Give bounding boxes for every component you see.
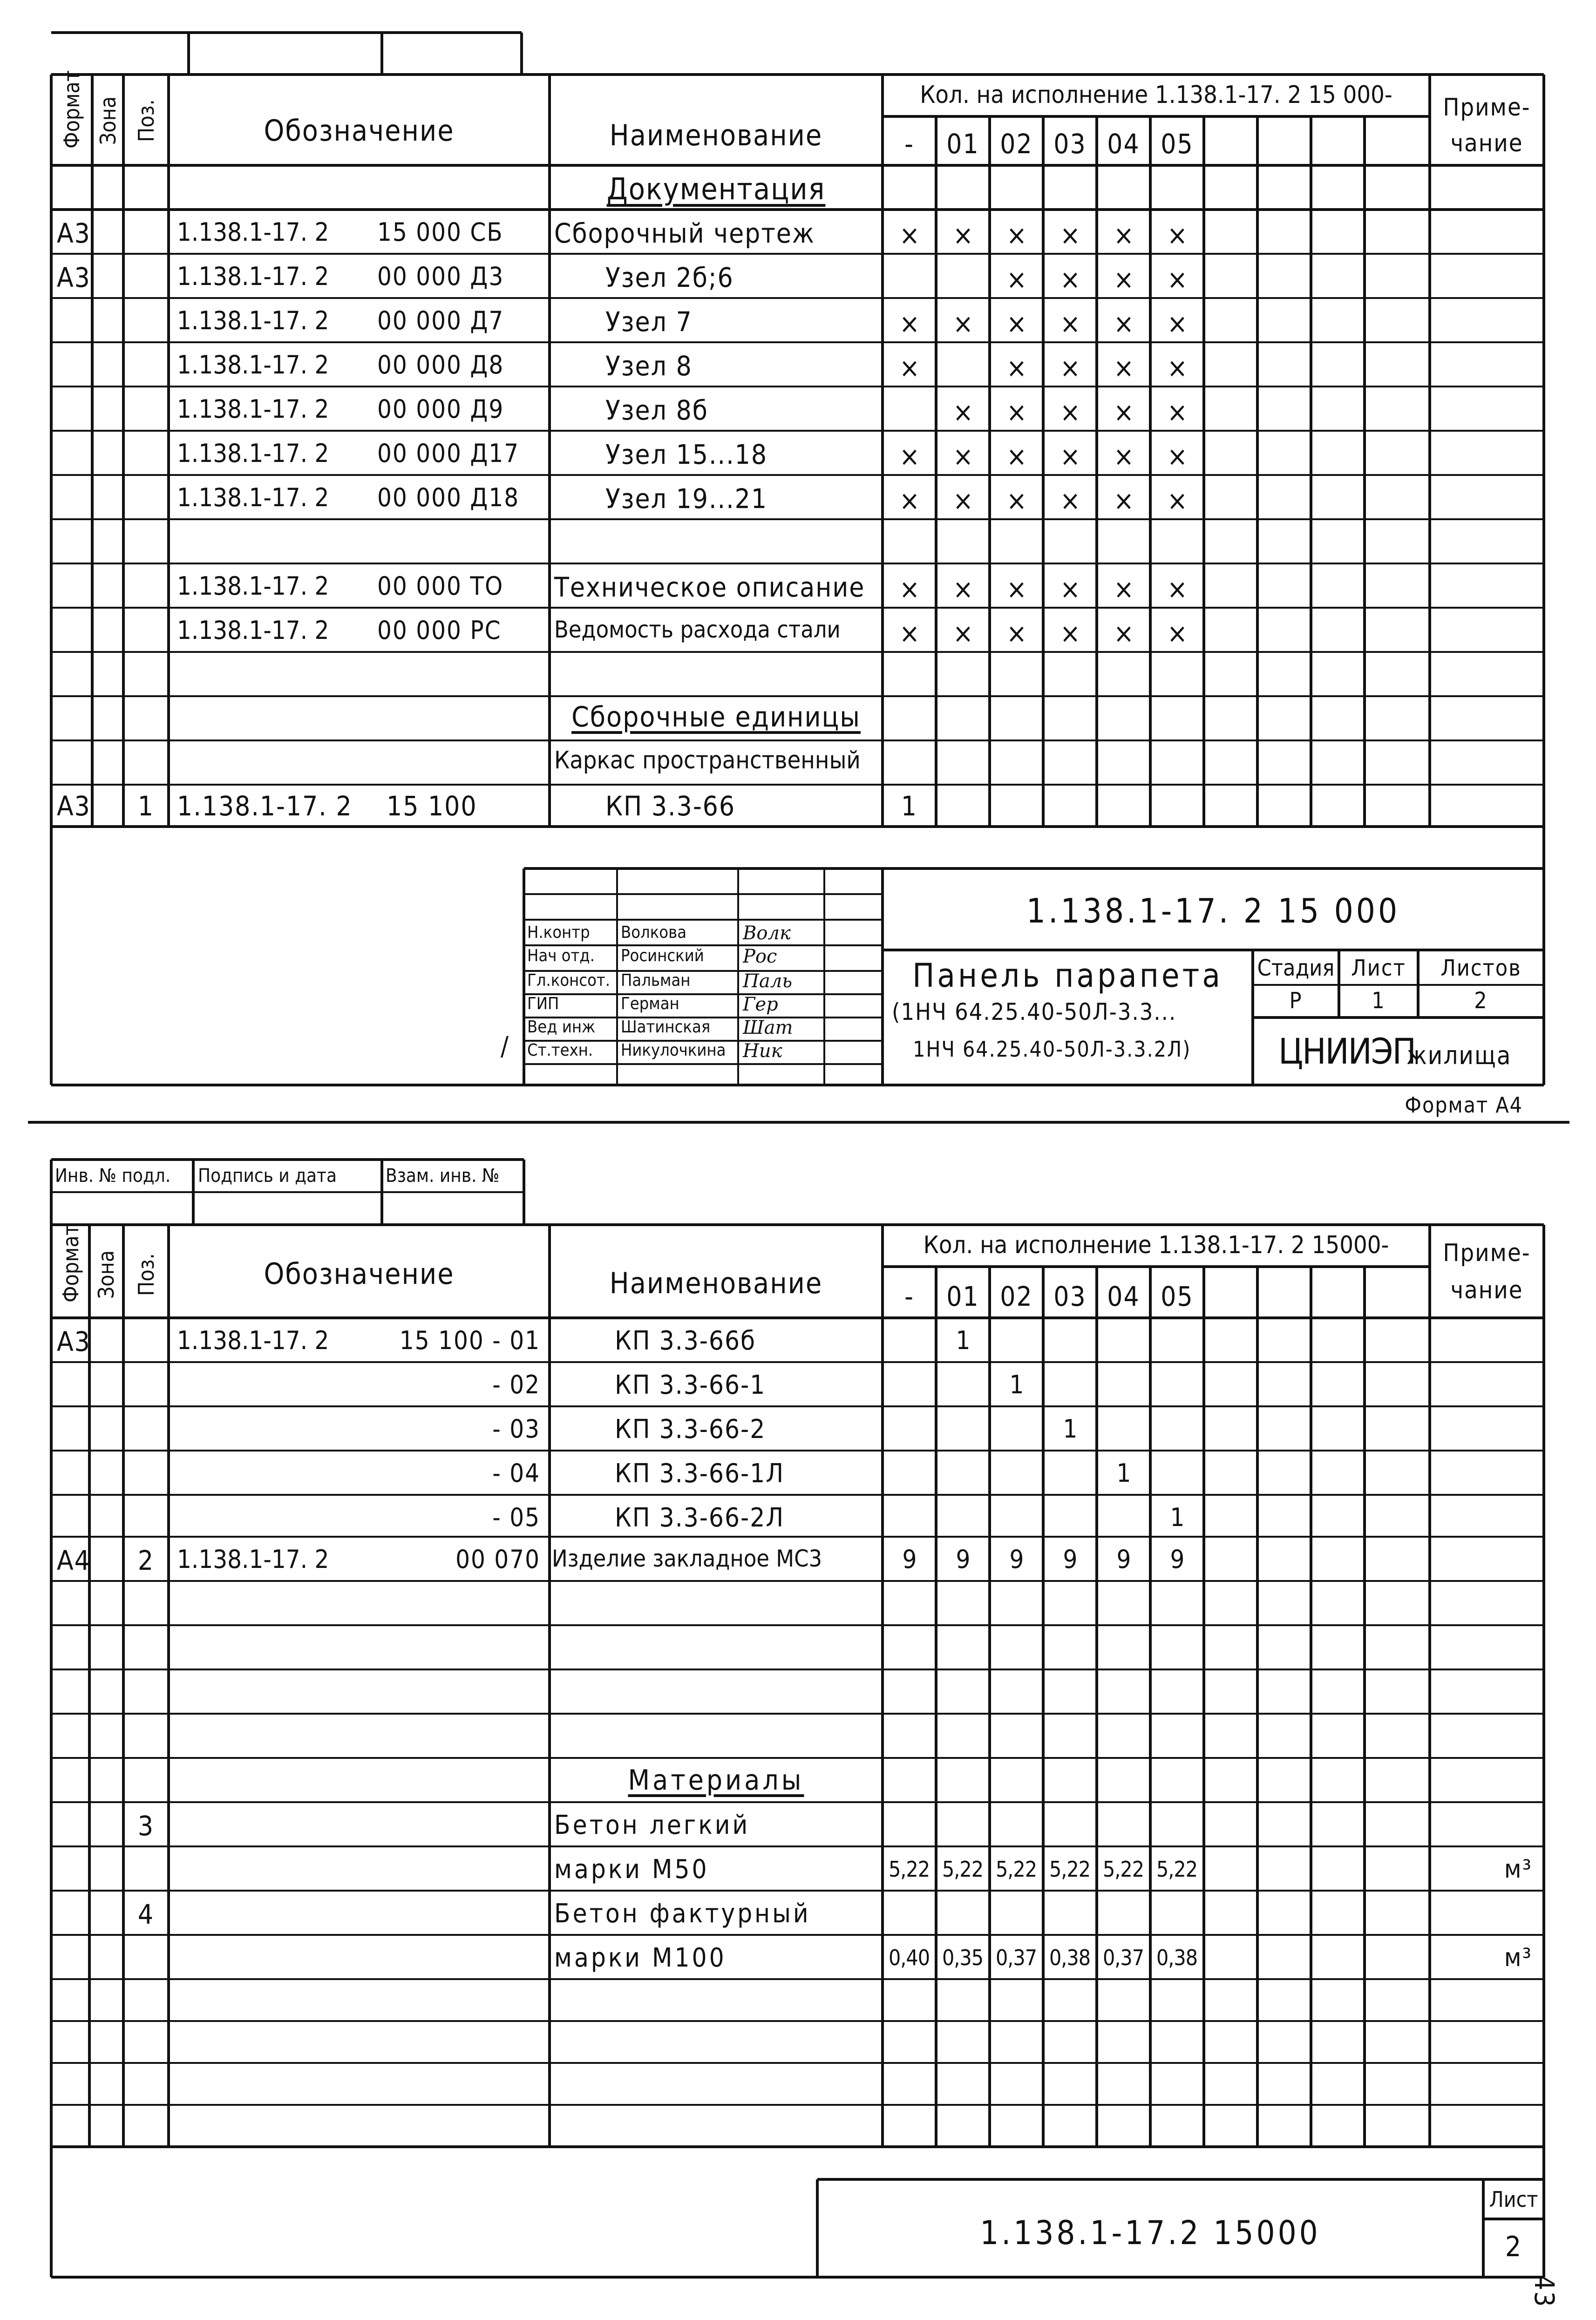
quantity-value: 1 [1009, 1370, 1024, 1399]
applicability-mark: × [1114, 441, 1134, 472]
signature: Рос [743, 946, 777, 967]
signer-role: Н.контр [527, 923, 590, 942]
material-pos: 4 [137, 1899, 155, 1930]
material-unit: м³ [1504, 1943, 1532, 1972]
material-pos: 3 [137, 1810, 155, 1842]
header-name: Наименование [609, 1266, 823, 1300]
applicability-mark: × [1060, 219, 1080, 251]
applicability-mark: × [1114, 219, 1134, 251]
material-qty: 5,22 [942, 1857, 984, 1882]
signer-name: Шатинская [621, 1018, 711, 1037]
section-materials: Материалы [628, 1764, 804, 1797]
row-code: 1.138.1-17. 2 [177, 217, 329, 247]
material-name: марки М50 [554, 1854, 709, 1885]
material-name: Бетон легкий [554, 1810, 750, 1840]
applicability-mark: × [1114, 396, 1134, 428]
row-name: КП 3.3-66-2Л [615, 1503, 785, 1533]
doc-number-bottom: 1.138.1-17.2 15000 [980, 2214, 1321, 2252]
doc-subtitle-2: 1НЧ 64.25.40-50Л-3.3.2Л) [913, 1037, 1191, 1062]
doc-subtitle-1: (1НЧ 64.25.40-50Л-3.3... [892, 998, 1177, 1025]
applicability-mark: × [899, 352, 920, 384]
applicability-mark: × [1006, 396, 1027, 428]
applicability-mark: × [1006, 617, 1027, 649]
header-designation: Обозначение [264, 1257, 455, 1291]
stamp-inv: Инв. № подл. [55, 1165, 171, 1187]
signature: Шат [743, 1017, 793, 1038]
header-qty: Кол. на исполнение 1.138.1-17. 2 15 000- [920, 81, 1392, 109]
sheets-value: 2 [1474, 988, 1488, 1014]
section-documentation: Документация [606, 172, 826, 207]
signer-role: Ст.техн. [527, 1041, 593, 1060]
applicability-mark: × [899, 573, 920, 605]
header-zone: Зона [95, 96, 121, 145]
row-name: Узел 7 [605, 306, 693, 338]
row-num: - 03 [492, 1414, 540, 1444]
row-num: 15 000 СБ [377, 217, 503, 247]
applicability-mark: × [1060, 441, 1080, 472]
row-name: КП 3.3-66-1 [615, 1370, 766, 1400]
applicability-mark: × [899, 219, 920, 251]
sheet-label-bottom: Лист [1489, 2187, 1538, 2212]
applicability-mark: × [1114, 352, 1134, 384]
applicability-mark: × [953, 485, 973, 516]
page-number: 43 [1528, 2275, 1560, 2308]
header-name: Наименование [609, 118, 823, 152]
applicability-mark: × [1167, 264, 1188, 295]
material-qty: 5,22 [1049, 1857, 1091, 1882]
row-name: КП 3.3-66б [615, 1326, 756, 1356]
row-num: 00 000 Д18 [377, 483, 520, 512]
row-name: Техническое описание [554, 571, 865, 603]
row-name: КП 3.3-66-2 [615, 1414, 766, 1445]
header-note-1: Приме- [1443, 94, 1531, 122]
quantity-value: 1 [1063, 1414, 1078, 1444]
sheet-number-bottom: 2 [1505, 2231, 1522, 2263]
row-num: 00 000 Д17 [377, 439, 520, 468]
format-note: Формат А4 [1405, 1092, 1523, 1118]
material-qty: 5,22 [1156, 1857, 1198, 1882]
row-format: А3 [57, 262, 91, 293]
quantity-value: 9 [1170, 1545, 1185, 1574]
signature: Паль [743, 970, 792, 992]
applicability-mark: × [953, 308, 973, 339]
variant-header: 05 [1161, 128, 1194, 160]
header-pos: Поз. [134, 1253, 159, 1296]
header-pos: Поз. [134, 99, 159, 142]
applicability-mark: × [1167, 485, 1188, 516]
variant-header: 03 [1053, 128, 1087, 160]
row-num: 00 000 Д9 [377, 394, 504, 424]
doc-number-top: 1.138.1-17. 2 15 000 [1026, 891, 1400, 930]
applicability-mark: × [1167, 308, 1188, 339]
header-format: Формат [59, 70, 84, 149]
row-code: 1.138.1-17. 2 [177, 262, 329, 291]
variant-header: 01 [946, 1281, 979, 1312]
row-name: Сборочный чертеж [554, 217, 815, 249]
row-code: 1.138.1-17. 2 [177, 616, 329, 645]
row-num: 00 000 ТО [377, 571, 504, 601]
quantity-value: 9 [902, 1545, 917, 1574]
sheets-label: Листов [1440, 955, 1521, 981]
applicability-mark: × [1006, 219, 1027, 251]
applicability-mark: × [1006, 264, 1027, 295]
signature: Волк [743, 923, 791, 944]
row-num: - 04 [492, 1458, 540, 1488]
quantity-value: 9 [956, 1545, 971, 1574]
signer-role: Вед инж [527, 1018, 596, 1037]
applicability-mark: × [899, 308, 920, 339]
row-pos: 2 [137, 1545, 155, 1576]
variant-header: 03 [1053, 1281, 1087, 1312]
quantity-value: 9 [1009, 1545, 1024, 1574]
row-name: Узел 19...21 [605, 483, 768, 515]
signer-name: Герман [621, 994, 679, 1013]
row-code: 1.138.1-17. 2 [177, 483, 329, 512]
material-qty: 5,22 [888, 1857, 930, 1882]
applicability-mark: × [953, 441, 973, 472]
variant-header: 04 [1107, 128, 1140, 160]
quantity-value: 1 [956, 1326, 971, 1355]
material-unit: м³ [1504, 1854, 1532, 1884]
row-format: А4 [57, 1545, 91, 1576]
row-code: 1.138.1-17. 2 [177, 350, 329, 380]
material-name: Бетон фактурный [554, 1899, 811, 1929]
applicability-mark: × [899, 485, 920, 516]
quantity-value: 1 [1116, 1458, 1131, 1488]
material-qty: 0,38 [1156, 1945, 1198, 1970]
header-qty: Кол. на исполнение 1.138.1-17. 2 15000- [923, 1231, 1389, 1259]
row-name: Ведомость расхода стали [554, 616, 841, 643]
unit-name: КП 3.3-66 [605, 790, 736, 822]
material-qty: 0,40 [888, 1945, 930, 1970]
row-code: 1.138.1-17. 2 [177, 394, 329, 424]
row-num: 00 000 РС [377, 616, 502, 645]
tick-mark: / [501, 1031, 509, 1062]
sheet-label: Лист [1351, 955, 1406, 981]
applicability-mark: × [1060, 485, 1080, 516]
signer-name: Росинский [621, 946, 704, 965]
applicability-mark: × [1006, 352, 1027, 384]
signer-role: Нач отд. [527, 946, 595, 965]
unit-code: 1.138.1-17. 2 [177, 790, 353, 822]
applicability-mark: × [1114, 617, 1134, 649]
applicability-mark: × [1114, 308, 1134, 339]
unit-num: 15 100 [387, 790, 477, 822]
signature: Гер [743, 994, 778, 1015]
row-num: 15 100 - 01 [399, 1326, 540, 1355]
header-designation: Обозначение [264, 114, 455, 148]
unit-name-line-1: Каркас пространственный [554, 746, 861, 774]
unit-qty: 1 [901, 790, 918, 822]
org-name-2: жилища [1406, 1041, 1512, 1070]
material-qty: 0,37 [1102, 1945, 1144, 1970]
row-num: 00 070 [455, 1545, 540, 1574]
variant-header: - [904, 128, 914, 160]
section-assembly-units: Сборочные единицы [571, 701, 861, 733]
applicability-mark: × [1167, 396, 1188, 428]
applicability-mark: × [953, 396, 973, 428]
variant-header: 02 [1000, 128, 1033, 160]
signature: Ник [743, 1040, 782, 1062]
signer-role: Гл.консот. [527, 971, 611, 990]
applicability-mark: × [1006, 485, 1027, 516]
header-note-2: чание [1450, 1276, 1523, 1304]
applicability-mark: × [1060, 308, 1080, 339]
variant-header: 05 [1161, 1281, 1194, 1312]
variant-header: 04 [1107, 1281, 1140, 1312]
row-name: Узел 8 [605, 350, 693, 382]
variant-header: - [904, 1281, 914, 1312]
unit-pos: 1 [137, 790, 155, 822]
row-num: - 05 [492, 1503, 540, 1532]
material-qty: 0,35 [942, 1945, 984, 1970]
quantity-value: 9 [1063, 1545, 1078, 1574]
applicability-mark: × [953, 219, 973, 251]
signer-role: ГИП [527, 994, 559, 1013]
material-qty: 5,22 [1102, 1857, 1144, 1882]
org-name-1: ЦНИИЭП [1278, 1031, 1416, 1072]
header-format: Формат [58, 1224, 83, 1302]
row-num: - 02 [492, 1370, 540, 1399]
sheet-value: 1 [1372, 988, 1385, 1014]
signer-name: Волкова [621, 923, 687, 942]
applicability-mark: × [953, 573, 973, 605]
row-name: Изделие закладное МС3 [552, 1545, 822, 1572]
variant-header: 01 [946, 128, 979, 160]
applicability-mark: × [1060, 396, 1080, 428]
applicability-mark: × [899, 617, 920, 649]
row-num: 00 000 Д8 [377, 350, 504, 380]
applicability-mark: × [899, 441, 920, 472]
applicability-mark: × [1060, 352, 1080, 384]
signer-name: Пальман [621, 971, 691, 990]
applicability-mark: × [1060, 617, 1080, 649]
applicability-mark: × [1167, 617, 1188, 649]
applicability-mark: × [1167, 352, 1188, 384]
applicability-mark: × [1006, 441, 1027, 472]
material-qty: 0,37 [995, 1945, 1037, 1970]
row-name: Узел 15...18 [605, 439, 768, 470]
stage-label: Стадия [1257, 955, 1335, 981]
doc-title: Панель парапета [912, 956, 1223, 995]
applicability-mark: × [1167, 219, 1188, 251]
quantity-value: 9 [1116, 1545, 1131, 1574]
applicability-mark: × [1006, 573, 1027, 605]
stage-value: Р [1289, 988, 1303, 1014]
row-num: 00 000 Д7 [377, 306, 504, 335]
row-code: 1.138.1-17. 2 [177, 306, 329, 335]
row-code: 1.138.1-17. 2 [177, 1326, 329, 1355]
applicability-mark: × [1114, 485, 1134, 516]
row-name: Узел 8б [605, 394, 708, 426]
applicability-mark: × [953, 617, 973, 649]
applicability-mark: × [1060, 573, 1080, 605]
header-note-2: чание [1450, 129, 1523, 157]
applicability-mark: × [1167, 573, 1188, 605]
quantity-value: 1 [1170, 1503, 1185, 1532]
row-code: 1.138.1-17. 2 [177, 571, 329, 601]
material-qty: 5,22 [995, 1857, 1037, 1882]
stamp-sign-date: Подпись и дата [198, 1165, 337, 1187]
row-code: 1.138.1-17. 2 [177, 439, 329, 468]
applicability-mark: × [1167, 441, 1188, 472]
signer-name: Никулочкина [621, 1041, 726, 1060]
row-format: А3 [57, 217, 91, 249]
row-format: А3 [57, 1326, 91, 1357]
header-note-1: Приме- [1443, 1239, 1531, 1267]
row-num: 00 000 Д3 [377, 262, 504, 291]
row-name: КП 3.3-66-1Л [615, 1458, 785, 1489]
variant-header: 02 [1000, 1281, 1033, 1312]
header-zone: Зона [94, 1250, 119, 1299]
material-name: марки М100 [554, 1943, 727, 1973]
material-qty: 0,38 [1049, 1945, 1091, 1970]
row-name: Узел 2б;6 [605, 262, 734, 293]
row-code: 1.138.1-17. 2 [177, 1545, 329, 1574]
stamp-replace: Взам. инв. № [386, 1165, 500, 1187]
applicability-mark: × [1060, 264, 1080, 295]
unit-format: А3 [57, 790, 91, 822]
applicability-mark: × [1114, 573, 1134, 605]
applicability-mark: × [1006, 308, 1027, 339]
applicability-mark: × [1114, 264, 1134, 295]
